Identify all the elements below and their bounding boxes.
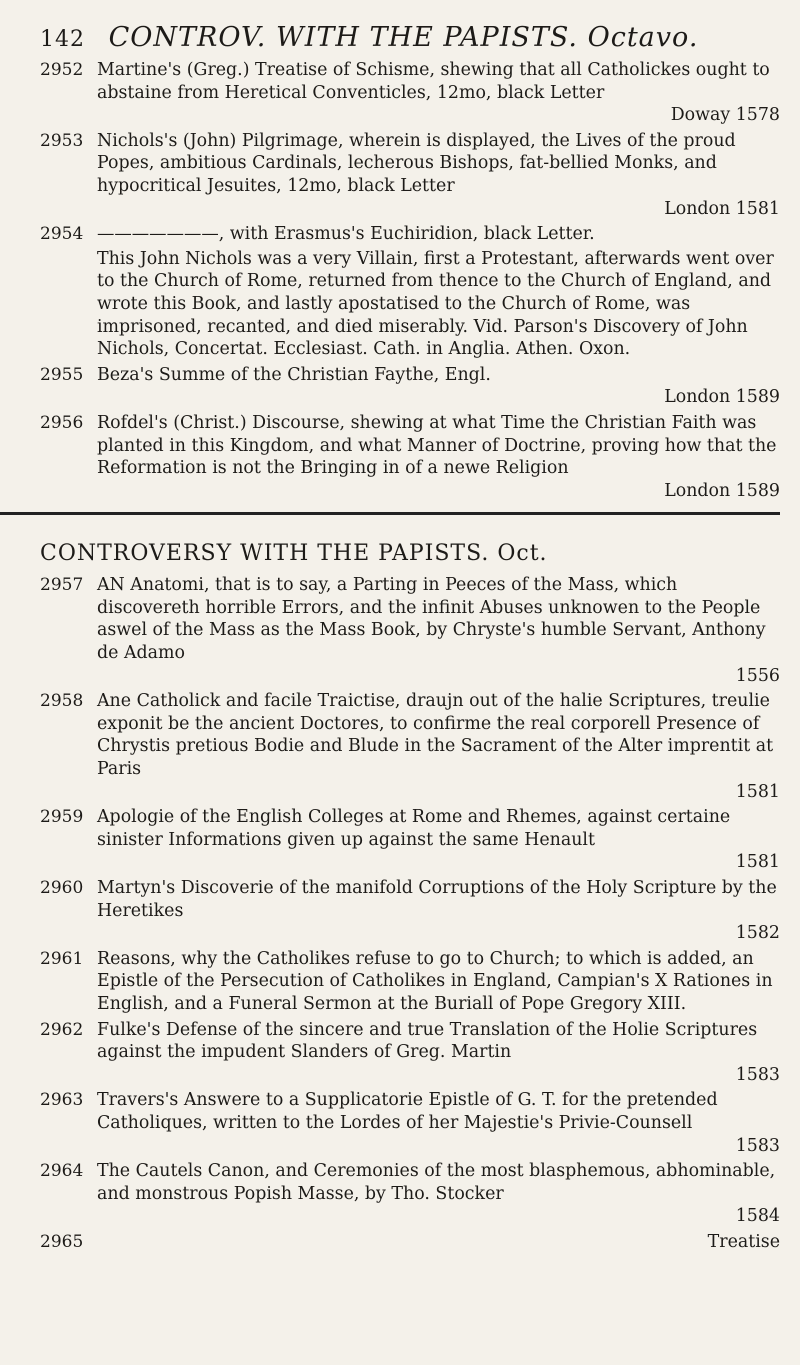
entry-imprint: 1581 — [735, 852, 780, 873]
running-title: CONTROV. WITH THE PAPISTS. Octavo. — [108, 22, 699, 53]
entry-imprint: Doway 1578 — [670, 105, 780, 126]
entry-imprint: 1584 — [735, 1206, 780, 1227]
entry-number: 2964 — [40, 1161, 84, 1182]
catalog-entry — [40, 59, 780, 127]
entry-imprint: 1556 — [735, 665, 780, 686]
entry-number: 2954 — [40, 224, 84, 245]
entry-text: Nichols's (John) Pilgrimage, wherein is displayed, the Lives of the proud Popes, ambitious Cardinals, lecherous Bishops, fat-bellied Monks, and hypocritical Jesuites, 12mo, black Letter — [97, 130, 736, 196]
entry-text: AN Anatomi, that is to say, a Parting in Peeces of the Mass, which discovereth horrible Errors, and the infinit Abuses unknowen to the People aswel of the Mass as the Mass Book, by Chryste's humble Servant, Anthony de Adamo — [97, 575, 766, 664]
running-head — [40, 22, 780, 53]
catalog-entry — [40, 948, 780, 1016]
entry-number: 2958 — [40, 691, 84, 712]
entry-imprint: 1583 — [735, 1064, 780, 1085]
entry-imprint: 1581 — [735, 781, 780, 802]
entry-number: 2957 — [40, 575, 84, 596]
top-entries — [40, 59, 780, 502]
section-divider — [0, 512, 780, 515]
entry-text: Martyn's Discoverie of the manifold Corruptions of the Holy Scripture by the Heretikes — [97, 878, 777, 921]
catchword: Treatise — [707, 1231, 780, 1252]
entry-number: 2962 — [40, 1019, 84, 1040]
entry-imprint: London 1581 — [664, 198, 780, 219]
catalog-entry — [40, 1160, 780, 1228]
catalog-entry — [40, 1231, 780, 1254]
catalog-entry — [40, 130, 780, 220]
entry-imprint: 1583 — [735, 1135, 780, 1156]
entry-imprint: 1582 — [735, 923, 780, 944]
entry-number: 2963 — [40, 1090, 84, 1111]
entry-number: 2961 — [40, 948, 84, 969]
entry-text: Fulke's Defense of the sincere and true Translation of the Holie Scriptures against the impudent Slanders of Greg. Martin — [97, 1019, 758, 1063]
catalog-entry — [40, 806, 780, 874]
entry-text: Ane Catholick and facile Traictise, draujn out of the halie Scriptures, treulie exponit be the ancient Doctores, to confirme the real corporell Presence of Chrystis pretious Bodie and Blude in the Sacrament of the Alter imprentit at Paris — [97, 691, 774, 780]
catalog-entry — [40, 1089, 780, 1157]
entry-number: 2956 — [40, 412, 84, 433]
catalog-entry — [40, 364, 780, 409]
catalog-entry — [40, 574, 780, 687]
catalog-entry — [40, 877, 780, 945]
entry-number: 2952 — [40, 60, 84, 80]
entry-text: Reasons, why the Catholikes refuse to go to Church; to which is added, an Epistle of the Persecution of Catholikes in England, Campian's X Rationes in English, and a Funeral Sermon at the Buriall of Pope Gregory XIII. — [97, 948, 773, 1014]
catalog-entry — [40, 690, 780, 803]
catalog-entry — [40, 1019, 780, 1087]
page-number: 142 — [40, 27, 85, 52]
catalog-entry — [40, 412, 780, 502]
entry-text: Martine's (Greg.) Treatise of Schisme, shewing that all Catholickes ought to abstaine from Heretical Conventicles, 12mo, black Letter — [97, 60, 770, 103]
entry-imprint: London 1589 — [664, 480, 780, 501]
entry-number: 2960 — [40, 878, 84, 898]
entry-number: 2959 — [40, 807, 84, 828]
entry-text: The Cautels Canon, and Ceremonies of the most blasphemous, abhominable, and monstrous Popish Masse, by Tho. Stocker — [97, 1161, 776, 1204]
entry-text: Apologie of the English Colleges at Rome and Rhemes, against certaine sinister Informations given up against the same Henault — [97, 807, 731, 850]
entry-text: Rofdel's (Christ.) Discourse, shewing at what Time the Christian Faith was planted in this Kingdom, and what Manner of Doctrine, proving how that the Reformation is not the Bringing in of a newe Religion — [97, 412, 777, 479]
entry-note: This John Nichols was a very Villain, first a Protestant, afterwards went over to the Church of Rome, returned from thence to the Church of England, and wrote this Book, and lastly apostatised to the Church of Rome, was imprisoned, recanted, and died miserably. Vid. Parson's Discovery of John Nichols, Concertat. Ecclesiast. Cath. in Anglia. Athen. Oxon. — [97, 248, 774, 360]
entry-number: 2955 — [40, 364, 84, 385]
entry-text: Beza's Summe of the Christian Faythe, Engl. — [97, 364, 491, 385]
catalog-entry — [40, 223, 780, 361]
entry-imprint: London 1589 — [664, 387, 780, 408]
section-heading: CONTROVERSY WITH THE PAPISTS. Oct. — [40, 541, 548, 567]
entry-text: ———————, with Erasmus's Euchiridion, black Letter. — [97, 224, 595, 245]
entry-number: 2965 — [40, 1231, 84, 1252]
entry-text: Travers's Answere to a Supplicatorie Epistle of G. T. for the pretended Catholiques, written to the Lordes of her Majestie's Privie-Counsell — [97, 1090, 718, 1133]
book-page — [40, 22, 780, 1257]
bottom-entries — [40, 574, 780, 1253]
entry-number: 2953 — [40, 130, 84, 151]
